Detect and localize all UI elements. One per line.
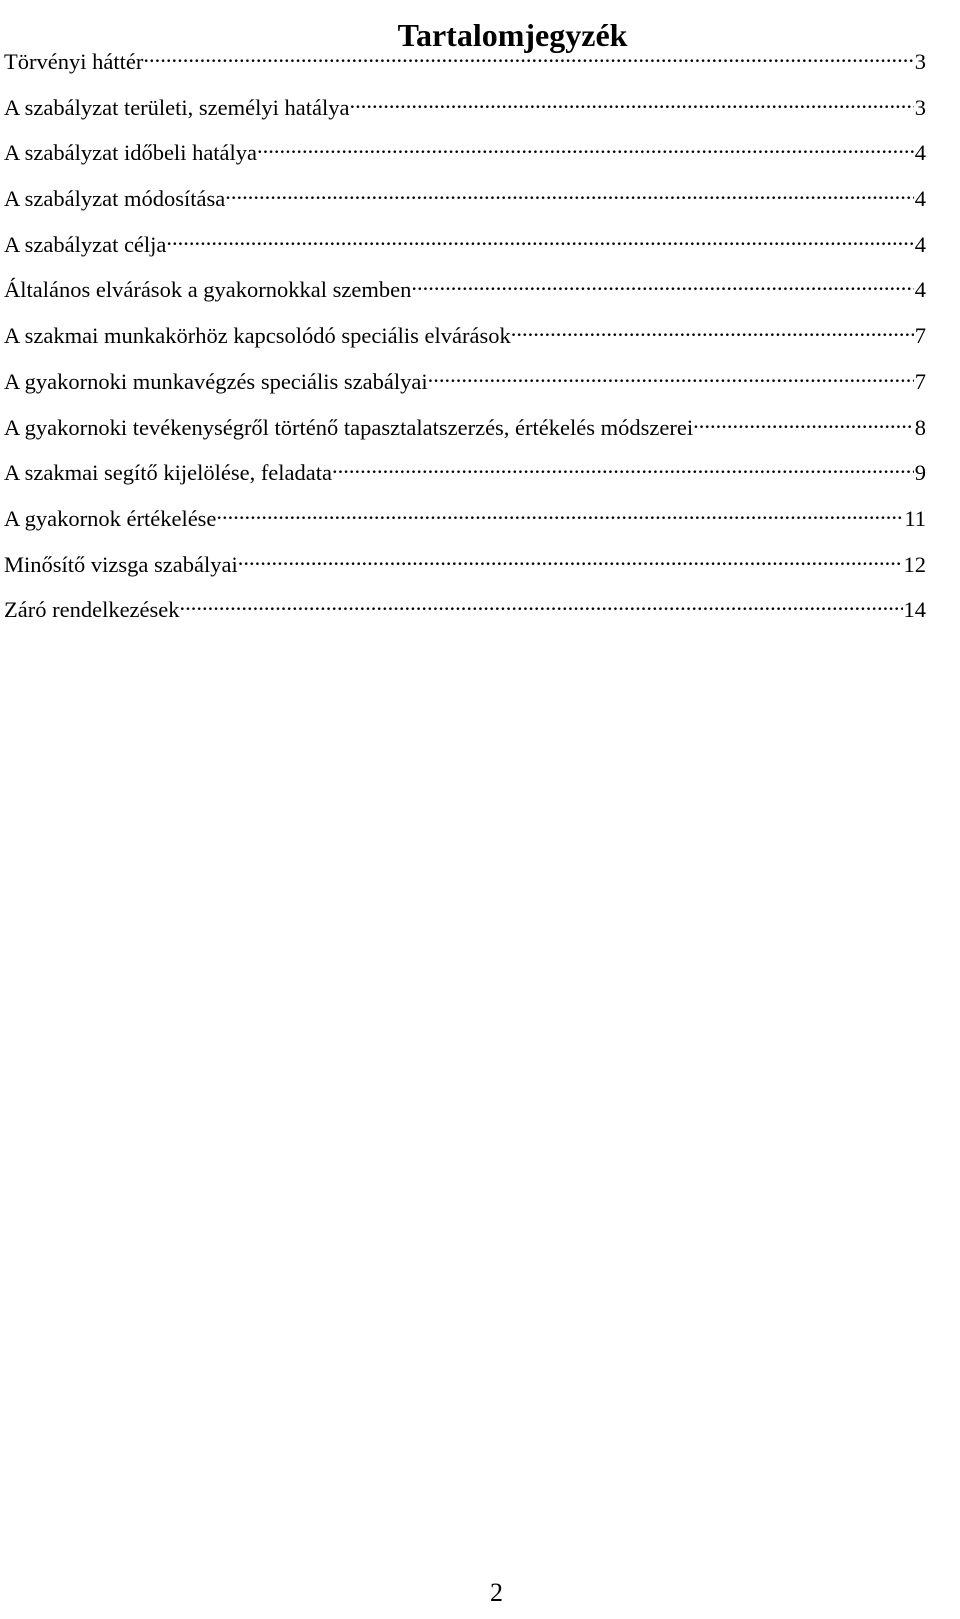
table-of-contents — [4, 41, 926, 635]
toc-dot-leader — [511, 315, 914, 343]
toc-entry[interactable] — [4, 178, 926, 224]
toc-entry-label: Törvényi háttér — [4, 49, 144, 74]
toc-dot-leader — [238, 544, 903, 572]
toc-entry[interactable] — [4, 544, 926, 590]
toc-entry[interactable] — [4, 132, 926, 178]
toc-entry-page: 4 — [914, 277, 926, 303]
toc-entry[interactable] — [4, 498, 926, 544]
toc-dot-leader — [349, 87, 913, 115]
toc-entry[interactable] — [4, 269, 926, 315]
toc-entry-label: Általános elvárások a gyakornokkal szemben — [4, 277, 412, 303]
toc-entry[interactable] — [4, 407, 926, 453]
toc-dot-leader — [332, 452, 914, 480]
toc-entry-page: 12 — [903, 551, 926, 577]
toc-entry-page: 14 — [903, 597, 926, 623]
toc-entry-page: 3 — [914, 94, 926, 120]
toc-entry-label: A szabályzat célja — [4, 231, 167, 257]
toc-entry-page: 4 — [914, 140, 926, 166]
toc-entry[interactable] — [4, 224, 926, 270]
toc-entry-page: 3 — [914, 49, 926, 74]
toc-entry-page: 9 — [914, 460, 926, 486]
toc-entry-label: A gyakornoki munkavégzés speciális szabályai — [4, 368, 428, 394]
toc-entry[interactable] — [4, 315, 926, 361]
toc-dot-leader — [216, 498, 903, 526]
toc-entry-page: 4 — [914, 186, 926, 212]
toc-dot-leader — [693, 407, 914, 435]
toc-entry-label: Minősítő vizsga szabályai — [4, 551, 238, 577]
toc-dot-leader — [411, 269, 913, 297]
toc-entry[interactable] — [4, 87, 926, 133]
toc-entry-page: 7 — [914, 368, 926, 394]
toc-entry[interactable] — [4, 452, 926, 498]
toc-entry[interactable] — [4, 41, 926, 87]
toc-entry-label: A szakmai segítő kijelölése, feladata — [4, 460, 333, 486]
toc-entry-label: Záró rendelkezések — [4, 597, 180, 623]
toc-title: Tartalomjegyzék — [397, 17, 628, 54]
page-number: 2 — [490, 1578, 503, 1607]
toc-entry-page: 8 — [914, 414, 926, 440]
toc-entry-page: 4 — [914, 231, 926, 257]
toc-entry-label: A szakmai munkakörhöz kapcsolódó speciális elvárások — [4, 323, 511, 349]
toc-dot-leader — [428, 361, 914, 389]
toc-dot-leader — [143, 41, 913, 69]
toc-entry-page: 11 — [904, 505, 926, 531]
toc-entry-label: A szabályzat időbeli hatálya — [4, 140, 258, 166]
toc-dot-leader — [166, 224, 913, 252]
toc-entry[interactable] — [4, 361, 926, 407]
toc-dot-leader — [225, 178, 914, 206]
toc-entry-label: A szabályzat módosítása — [4, 186, 226, 212]
toc-entry[interactable] — [4, 589, 926, 635]
toc-entry-label: A szabályzat területi, személyi hatálya — [4, 94, 350, 120]
toc-entry-label: A gyakornoki tevékenységről történő tapasztalatszerzés, értékelés módszerei — [4, 414, 694, 440]
toc-entry-page: 7 — [914, 323, 926, 349]
toc-dot-leader — [180, 589, 903, 617]
toc-entry-label: A gyakornok értékelése — [4, 505, 217, 531]
toc-dot-leader — [257, 132, 914, 160]
